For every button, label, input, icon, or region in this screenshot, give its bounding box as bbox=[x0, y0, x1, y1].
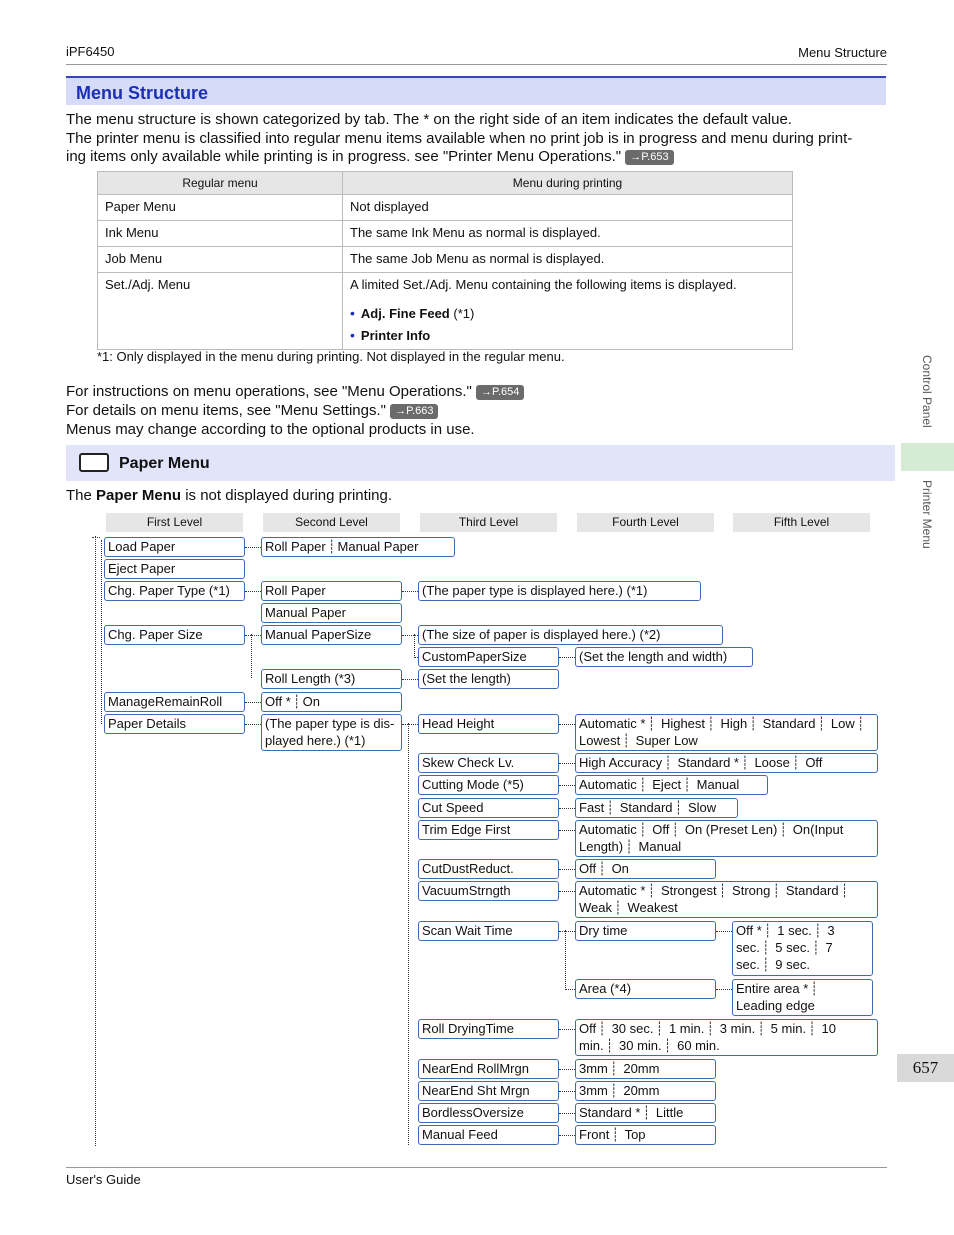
bullet-icon: • bbox=[350, 327, 355, 343]
option-text: Off bbox=[805, 755, 823, 770]
l5-dry-time-options[interactable]: Off * ┊ 1 sec. ┊ 3 sec. ┊ 5 sec. ┊ 7 sec. ┊ 9 sec. bbox=[732, 921, 873, 976]
header-divider bbox=[66, 64, 887, 65]
tree-link bbox=[559, 869, 575, 870]
tree-line-details bbox=[408, 723, 409, 1145]
l1-chg-paper-size[interactable]: Chg. Paper Size bbox=[104, 625, 245, 645]
option-text: Little bbox=[655, 1105, 684, 1120]
table-row bbox=[98, 221, 793, 247]
option-text: 5 sec. bbox=[775, 940, 810, 955]
option-text: 3mm bbox=[579, 1083, 608, 1098]
option-text: Standard bbox=[619, 800, 673, 815]
instruction-settings bbox=[66, 402, 438, 420]
option-text: Eject bbox=[652, 777, 682, 792]
option-text: Off * bbox=[265, 694, 291, 709]
tree-link bbox=[402, 591, 418, 592]
l3-trim-edge-first[interactable]: Trim Edge First bbox=[418, 820, 559, 840]
option-text: 5 min. bbox=[770, 1021, 807, 1036]
option-text: Off * bbox=[736, 923, 762, 938]
l3-set-length[interactable]: (Set the length) bbox=[418, 669, 559, 689]
tree-root-tick bbox=[92, 537, 100, 538]
option-text: Highest bbox=[660, 716, 706, 731]
table-header-row bbox=[98, 172, 793, 195]
tree-line-l1 bbox=[101, 540, 102, 724]
l1-eject-paper[interactable]: Eject Paper bbox=[104, 559, 245, 579]
table-cell: Not displayed bbox=[343, 195, 793, 221]
l3-cut-speed[interactable]: Cut Speed bbox=[418, 798, 559, 818]
l4-skew-options[interactable]: High Accuracy ┊ Standard * ┊ Loose ┊ Off bbox=[575, 753, 878, 773]
tree-link bbox=[559, 931, 575, 932]
option-text: Off bbox=[579, 1021, 597, 1036]
paper-sheet-icon bbox=[79, 453, 109, 472]
side-tab-highlight bbox=[901, 443, 954, 471]
l2-roll-paper[interactable]: Roll Paper bbox=[261, 581, 402, 601]
side-tab-printer-menu[interactable]: Printer Menu bbox=[920, 480, 934, 549]
option-text: Manual Paper bbox=[337, 539, 419, 554]
option-text: Loose bbox=[754, 755, 790, 770]
l4-nearend-sheet-options[interactable]: 3mm ┊ 20mm bbox=[575, 1081, 716, 1101]
table-cell: Set./Adj. Menu bbox=[98, 273, 343, 350]
table-row bbox=[98, 195, 793, 221]
table-cell: The same Job Menu as normal is displayed. bbox=[343, 247, 793, 273]
header-model: iPF6450 bbox=[66, 44, 115, 59]
table-header: Menu during printing bbox=[343, 172, 793, 195]
tree-link bbox=[245, 635, 261, 636]
option-text: Strongest bbox=[660, 883, 717, 898]
tree-link bbox=[402, 635, 418, 636]
paper-menu-description bbox=[66, 487, 392, 505]
intro-line-1: The menu structure is shown categorized by tab. The * on the right side of an item indicates the default value. bbox=[66, 111, 792, 128]
option-text: 7 sec. bbox=[736, 940, 833, 972]
l1-load-paper[interactable]: Load Paper bbox=[104, 537, 245, 557]
option-text: On (Preset Len) bbox=[684, 822, 778, 837]
tree-link bbox=[559, 763, 575, 764]
l4-dry-time[interactable]: Dry time bbox=[575, 921, 716, 941]
option-text: 1 sec. bbox=[777, 923, 812, 938]
bullet-rest: (*1) bbox=[449, 306, 475, 321]
tree-link bbox=[559, 1029, 575, 1030]
l1-manage-remain-roll[interactable]: ManageRemainRoll bbox=[104, 692, 245, 712]
option-text: 9 sec. bbox=[775, 957, 810, 972]
l3-vacuum-strength[interactable]: VacuumStrngth bbox=[418, 881, 559, 901]
option-text: On(Input Length) bbox=[579, 822, 844, 854]
l2-paper-type-here[interactable]: (The paper type is dis- played here.) (*1) bbox=[261, 714, 402, 751]
option-text: 1 min. bbox=[668, 1021, 705, 1036]
l4-trim-options[interactable]: Automatic ┊ Off ┊ On (Preset Len) ┊ On(Input Length) ┊ Manual bbox=[575, 820, 878, 857]
l4-manual-feed-options[interactable]: Front ┊ Top bbox=[575, 1125, 716, 1145]
l3-roll-drying-time[interactable]: Roll DryingTime bbox=[418, 1019, 559, 1039]
option-text: Manual bbox=[638, 839, 682, 854]
tree-link bbox=[716, 931, 732, 932]
option-text: Standard bbox=[785, 883, 839, 898]
l4-area[interactable]: Area (*4) bbox=[575, 979, 716, 999]
option-text: Standard * bbox=[579, 1105, 641, 1120]
option-text: Strong bbox=[732, 883, 771, 898]
l2-manual-paper[interactable]: Manual Paper bbox=[261, 603, 402, 623]
level-header-2: Second Level bbox=[263, 513, 400, 532]
bullet-bold: Adj. Fine Feed bbox=[360, 306, 450, 321]
l3-manual-feed[interactable]: Manual Feed bbox=[418, 1125, 559, 1145]
tree-link bbox=[245, 724, 261, 725]
desc-text: The bbox=[66, 487, 97, 504]
table-cell: Job Menu bbox=[98, 247, 343, 273]
tree-link bbox=[559, 891, 575, 892]
instruction-optional: Menus may change according to the optional products in use. bbox=[66, 421, 475, 438]
bullet-item bbox=[350, 328, 785, 343]
l4-set-length-width[interactable]: (Set the length and width) bbox=[575, 647, 753, 667]
table-cell: Ink Menu bbox=[98, 221, 343, 247]
l4-vacuum-options[interactable]: Automatic * ┊ Strongest ┊ Strong ┊ Standard ┊ Weak ┊ Weakest bbox=[575, 881, 878, 918]
footer-text: User's Guide bbox=[66, 1172, 141, 1187]
section-title-bar bbox=[66, 76, 886, 105]
bullet-icon: • bbox=[350, 305, 355, 321]
bullet-item bbox=[350, 306, 785, 321]
page-number: 657 bbox=[897, 1054, 954, 1082]
page-ref-link-654[interactable]: →P.654 bbox=[476, 385, 524, 400]
option-text: Slow bbox=[687, 800, 717, 815]
tree-link bbox=[559, 830, 575, 831]
tree-link bbox=[559, 785, 575, 786]
option-text: 3mm bbox=[579, 1061, 608, 1076]
option-text: High Accuracy bbox=[579, 755, 663, 770]
tree-link bbox=[559, 1069, 575, 1070]
footer-divider bbox=[66, 1167, 887, 1168]
option-text: Fast bbox=[579, 800, 605, 815]
option-text: Manual bbox=[696, 777, 740, 792]
intro-line-2: The printer menu is classified into regular menu items available when no print job is in progress and menu during print- bbox=[66, 130, 853, 147]
option-text: Weakest bbox=[627, 900, 678, 915]
table-row bbox=[98, 247, 793, 273]
l3-custom-papersize[interactable]: CustomPaperSize bbox=[418, 647, 559, 667]
l4-head-height-options[interactable]: Automatic * ┊ Highest ┊ High ┊ Standard ┊ Low ┊ Lowest ┊ Super Low bbox=[575, 714, 878, 751]
table-row bbox=[98, 273, 793, 350]
intro-line-3 bbox=[66, 148, 674, 166]
l2-roll-length[interactable]: Roll Length (*3) bbox=[261, 669, 402, 689]
option-text: On bbox=[611, 861, 629, 876]
tree-link bbox=[559, 724, 575, 725]
tree-link bbox=[565, 989, 575, 990]
bullet-bold: Printer Info bbox=[360, 328, 431, 343]
l2-remain-roll-options[interactable]: Off * ┊ On bbox=[261, 692, 402, 712]
page-ref-link-663[interactable]: →P.663 bbox=[390, 404, 438, 419]
option-text: High bbox=[720, 716, 748, 731]
level-header-4: Fourth Level bbox=[577, 513, 714, 532]
l3-cutting-mode[interactable]: Cutting Mode (*5) bbox=[418, 775, 559, 795]
l1-chg-paper-type[interactable]: Chg. Paper Type (*1) bbox=[104, 581, 245, 601]
l3-size-displayed[interactable]: (The size of paper is displayed here.) (*2) bbox=[418, 625, 723, 645]
l3-skew-check[interactable]: Skew Check Lv. bbox=[418, 753, 559, 773]
table-cell bbox=[343, 273, 793, 350]
l4-cut-speed-options[interactable]: Fast ┊ Standard ┊ Slow bbox=[575, 798, 738, 818]
option-text: Weak bbox=[579, 900, 612, 915]
desc-text: is not displayed during printing. bbox=[181, 487, 393, 504]
option-text: Leading edge bbox=[736, 998, 815, 1013]
option-text: Front bbox=[579, 1127, 610, 1142]
l4-roll-drying-options[interactable]: Off ┊ 30 sec. ┊ 1 min. ┊ 3 min. ┊ 5 min. ┊ 10 min. ┊ 30 min. ┊ 60 min. bbox=[575, 1019, 878, 1056]
option-text: Roll Paper bbox=[265, 539, 326, 554]
desc-bold: Paper Menu bbox=[96, 487, 182, 504]
option-text: 30 sec. bbox=[611, 1021, 654, 1036]
header-section: Menu Structure bbox=[798, 45, 887, 60]
option-text: Top bbox=[624, 1127, 646, 1142]
option-text: 20mm bbox=[623, 1061, 660, 1076]
tree-link bbox=[559, 657, 575, 658]
l2-manual-papersize[interactable]: Manual PaperSize bbox=[261, 625, 402, 645]
option-text: Automatic * bbox=[579, 716, 646, 731]
tree-line-size bbox=[251, 634, 252, 678]
option-text: Entire area * bbox=[736, 981, 809, 996]
tree-line-root bbox=[95, 536, 96, 1146]
option-text: 10 min. bbox=[579, 1021, 836, 1053]
menu-comparison-table bbox=[97, 171, 793, 350]
table-cell: The same Ink Menu as normal is displayed. bbox=[343, 221, 793, 247]
tree-line-custom bbox=[414, 634, 415, 656]
instruction-settings-text: For details on menu items, see "Menu Settings." bbox=[66, 402, 386, 419]
l4-cutdust-options[interactable]: Off ┊ On bbox=[575, 859, 716, 879]
tree-link bbox=[559, 808, 575, 809]
level-header-3: Third Level bbox=[420, 513, 557, 532]
l3-scan-wait-time[interactable]: Scan Wait Time bbox=[418, 921, 559, 941]
option-text: On bbox=[302, 694, 320, 709]
l4-bordless-options[interactable]: Standard * ┊ Little bbox=[575, 1103, 716, 1123]
l3-head-height[interactable]: Head Height bbox=[418, 714, 559, 734]
l3-cutdust-reduct[interactable]: CutDustReduct. bbox=[418, 859, 559, 879]
tree-link bbox=[559, 1135, 575, 1136]
option-text: Lowest bbox=[579, 733, 621, 748]
option-text: Off bbox=[579, 861, 597, 876]
tree-link bbox=[559, 1113, 575, 1114]
l4-nearend-roll-options[interactable]: 3mm ┊ 20mm bbox=[575, 1059, 716, 1079]
instruction-ops-text: For instructions on menu operations, see "Menu Operations." bbox=[66, 383, 472, 400]
option-text: Automatic bbox=[579, 777, 637, 792]
option-text: 20mm bbox=[623, 1083, 660, 1098]
option-text: 3 min. bbox=[719, 1021, 756, 1036]
instruction-ops bbox=[66, 383, 524, 401]
l3-bordless-oversize[interactable]: BordlessOversize bbox=[418, 1103, 559, 1123]
page-ref-link-653[interactable]: →P.653 bbox=[625, 150, 673, 165]
l3-type-displayed[interactable]: (The paper type is displayed here.) (*1) bbox=[418, 581, 701, 601]
tree-link bbox=[559, 1091, 575, 1092]
page-title: Menu Structure bbox=[76, 83, 209, 103]
intro-line-3-text: ing items only available while printing is in progress. see "Printer Menu Operations." bbox=[66, 148, 622, 165]
option-text: Standard bbox=[762, 716, 816, 731]
l3-nearend-roll-margin[interactable]: NearEnd RollMrgn bbox=[418, 1059, 559, 1079]
l3-nearend-sheet-margin[interactable]: NearEnd Sht Mrgn bbox=[418, 1081, 559, 1101]
option-text: Automatic bbox=[579, 822, 637, 837]
tree-link bbox=[245, 547, 261, 548]
tree-link bbox=[402, 679, 418, 680]
l1-paper-details[interactable]: Paper Details bbox=[104, 714, 245, 734]
level-header-5: Fifth Level bbox=[733, 513, 870, 532]
footnote: *1: Only displayed in the menu during printing. Not displayed in the regular menu. bbox=[97, 349, 565, 364]
tree-link bbox=[245, 702, 261, 703]
tree-link bbox=[245, 591, 261, 592]
paper-menu-title: Paper Menu bbox=[119, 455, 210, 472]
option-text: Super Low bbox=[635, 733, 698, 748]
table-cell: Paper Menu bbox=[98, 195, 343, 221]
tree-link bbox=[402, 724, 418, 725]
table-header: Regular menu bbox=[98, 172, 343, 195]
tree-link bbox=[716, 989, 732, 990]
l2-load-paper-options[interactable]: Roll Paper ┊ Manual Paper bbox=[261, 537, 455, 557]
option-text: Off bbox=[652, 822, 670, 837]
option-text: 30 min. bbox=[619, 1038, 662, 1053]
table-cell-text: A limited Set./Adj. Menu containing the following items is displayed. bbox=[350, 277, 737, 292]
tree-line-scan bbox=[565, 930, 566, 988]
option-text: 3 sec. bbox=[736, 923, 835, 955]
option-text: 60 min. bbox=[677, 1038, 720, 1053]
option-text: Standard * bbox=[677, 755, 739, 770]
level-header-1: First Level bbox=[106, 513, 243, 532]
option-text: Automatic * bbox=[579, 883, 646, 898]
l4-cutting-options[interactable]: Automatic ┊ Eject ┊ Manual bbox=[575, 775, 768, 795]
option-text: Low bbox=[830, 716, 855, 731]
l5-area-options[interactable]: Entire area * ┊ Leading edge bbox=[732, 979, 873, 1016]
side-tab-control-panel[interactable]: Control Panel bbox=[920, 355, 934, 428]
